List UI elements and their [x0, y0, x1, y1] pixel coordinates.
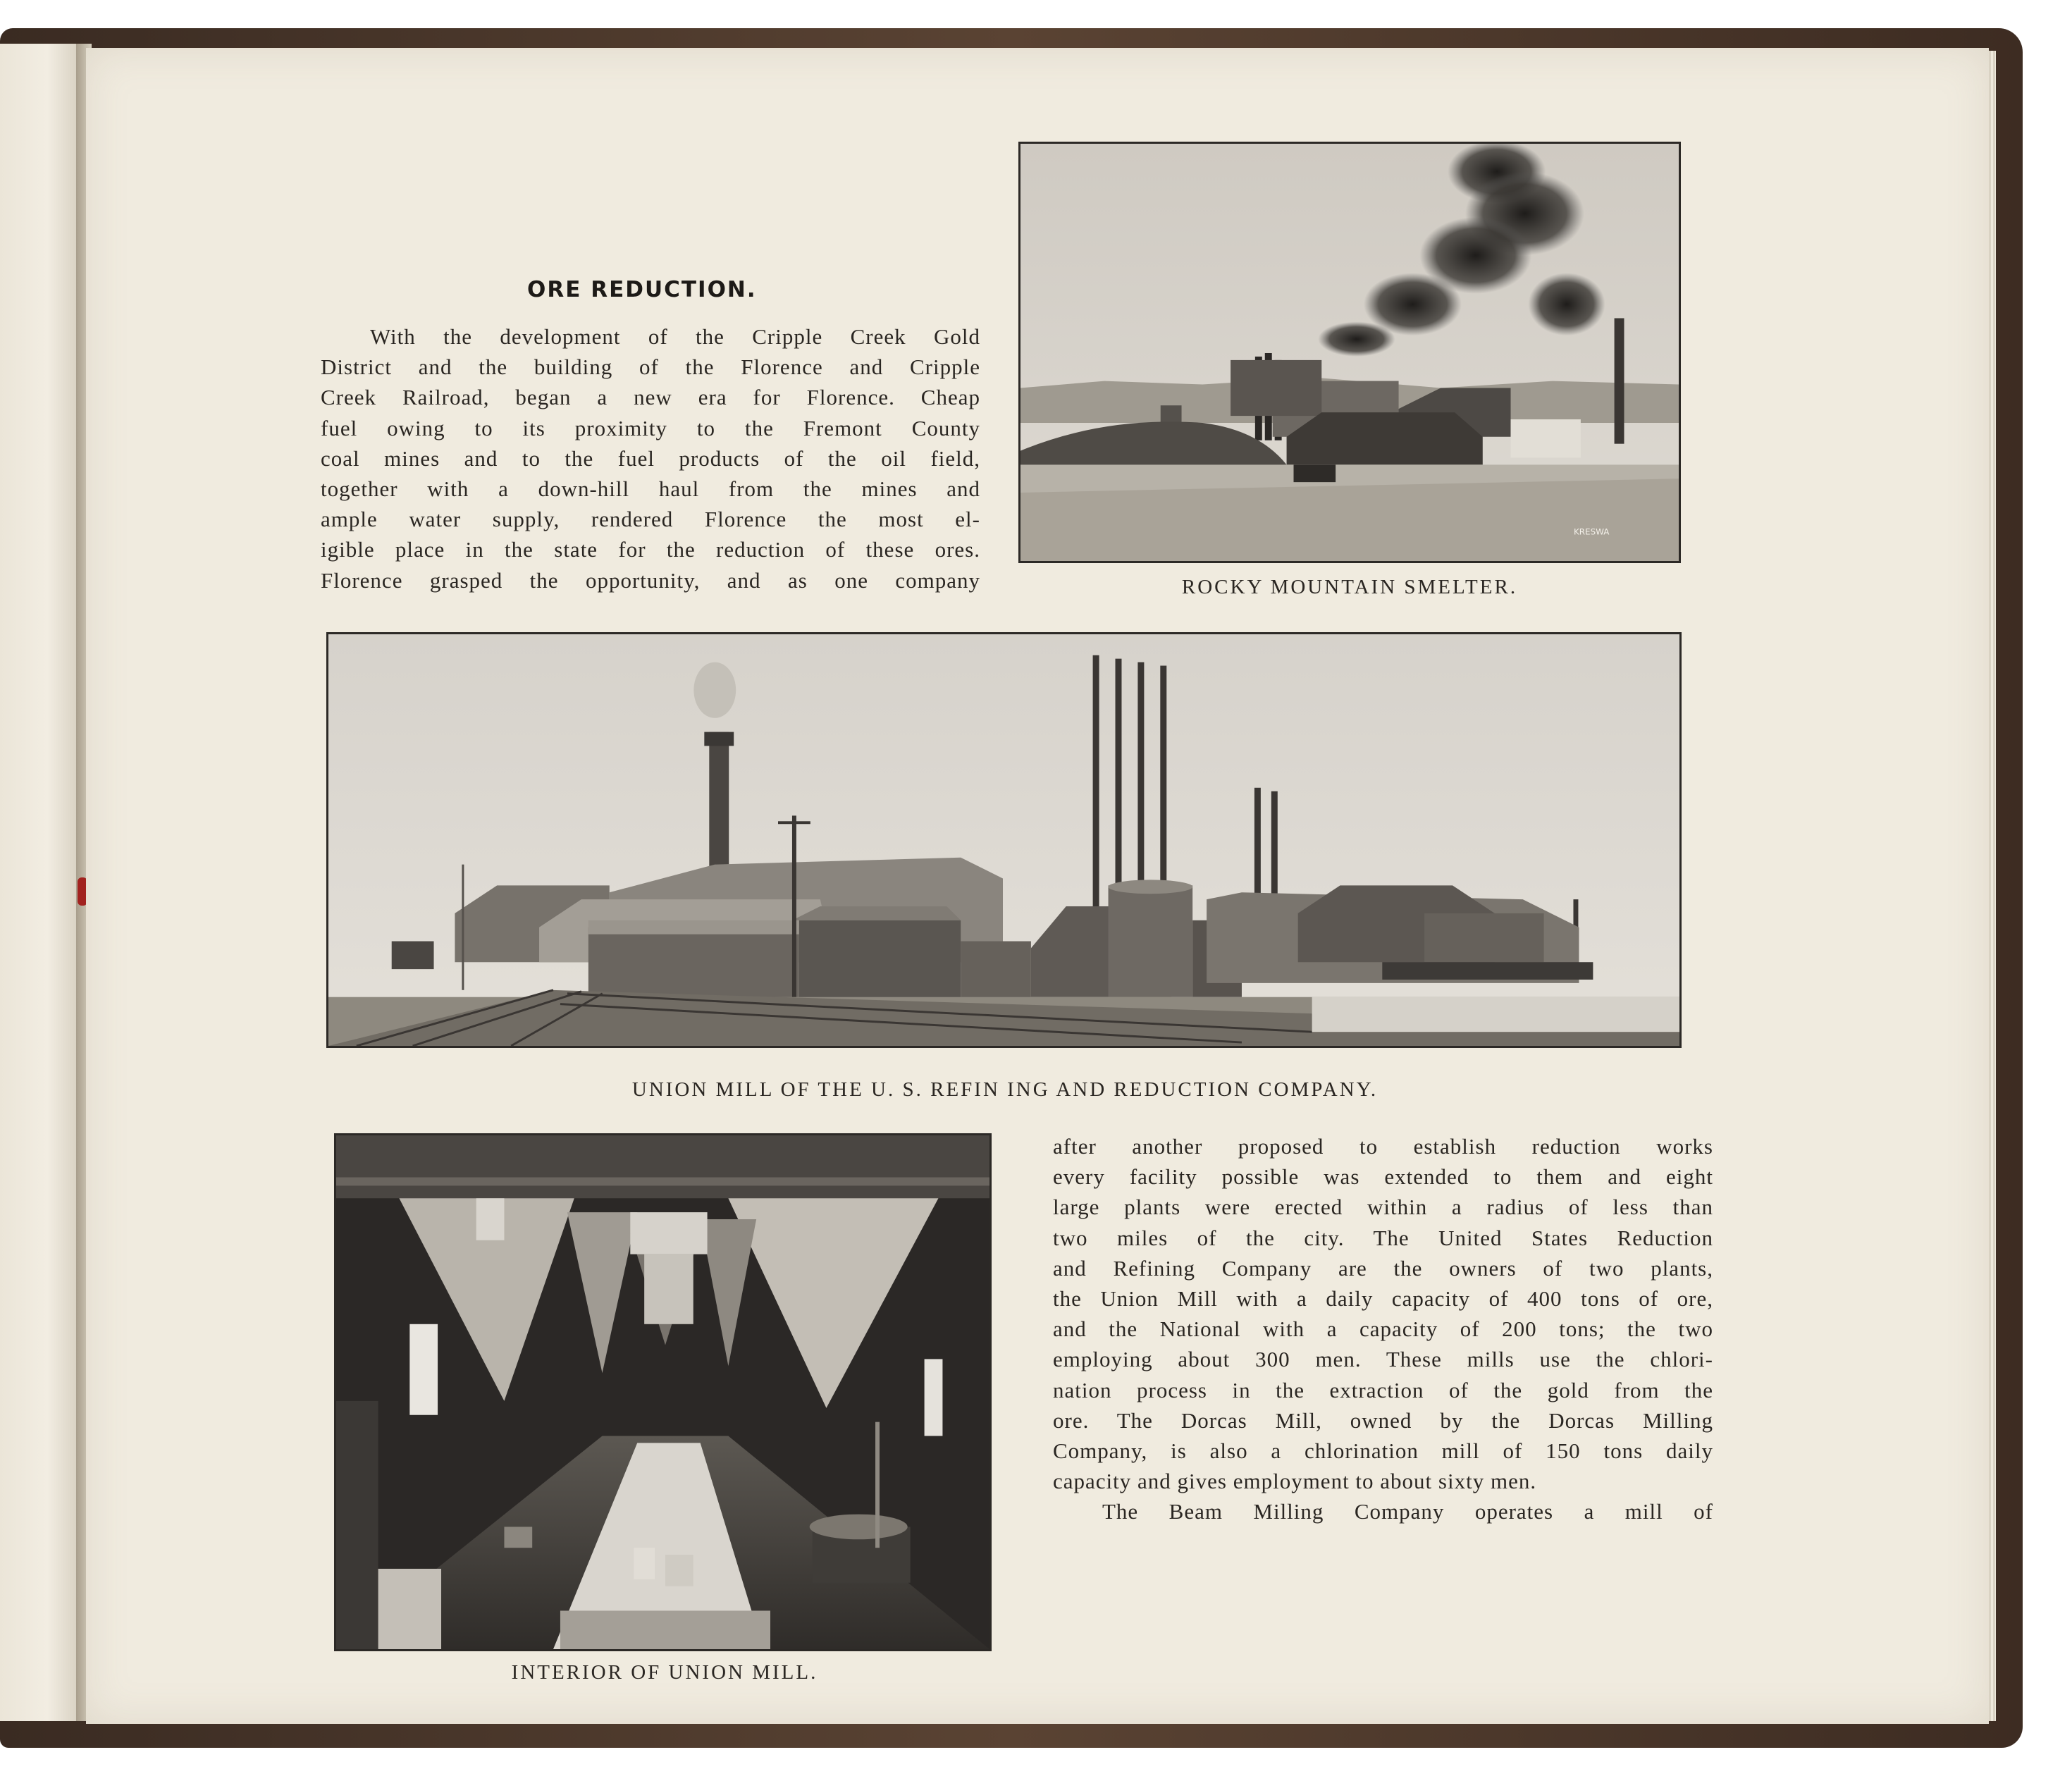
- text-line: Company, is also a chlorination mill of 150 tons daily: [1053, 1438, 1713, 1463]
- union-mill-caption: UNION MILL OF THE U. S. REFIN ING AND REDUCTION COMPANY.: [631, 1078, 1379, 1101]
- smelter-photo-image: [1020, 144, 1679, 561]
- text-line: fuel owing to its proximity to the Fremont County: [321, 415, 980, 440]
- text-line: and Refining Company are the owners of two plants,: [1053, 1255, 1713, 1281]
- interior-caption: INTERIOR OF UNION MILL.: [511, 1661, 818, 1684]
- text-line: With the development of the Cripple Creek Gold: [370, 324, 980, 349]
- text-line: coal mines and to the fuel products of the oil field,: [321, 445, 980, 471]
- text-line: igible place in the state for the reduction of these ores.: [321, 537, 980, 562]
- text-line: The Beam Milling Company operates a mill of: [1102, 1499, 1713, 1524]
- section-heading: ORE REDUCTION.: [527, 277, 757, 302]
- text-line: and the National with a capacity of 200 tons; the two: [1053, 1316, 1713, 1342]
- smelter-caption: ROCKY MOUNTAIN SMELTER.: [1181, 576, 1518, 598]
- text-line: two miles of the city. The United States Reduction: [1053, 1225, 1713, 1250]
- text-line: together with a down-hill haul from the mines and: [321, 476, 980, 501]
- text-line: ample water supply, rendered Florence the most el-: [321, 507, 980, 532]
- smelter-photo: [1018, 142, 1681, 563]
- text-line: large plants were erected within a radius of less than: [1053, 1195, 1713, 1220]
- union-mill-photo-image: [328, 634, 1679, 1046]
- text-line: District and the building of the Florence and Cripple: [321, 354, 980, 380]
- text-line: nation process in the extraction of the gold from the: [1053, 1377, 1713, 1402]
- left-page-edge: [0, 44, 81, 1721]
- text-column-1: [321, 321, 980, 596]
- interior-photo: [334, 1133, 992, 1651]
- text-line: capacity and gives employment to about sixty men.: [1053, 1469, 1537, 1494]
- text-column-2: [1053, 1131, 1713, 1527]
- photo-credit: KRESWA: [1573, 526, 1610, 537]
- text-line: after another proposed to establish reduction works: [1053, 1134, 1713, 1159]
- text-line: every facility possible was extended to them and eight: [1053, 1164, 1713, 1190]
- union-mill-photo: [326, 632, 1682, 1048]
- text-line: employing about 300 men. These mills use the chlori-: [1053, 1347, 1713, 1372]
- interior-photo-image: [336, 1135, 989, 1649]
- text-line: Creek Railroad, began a new era for Florence. Cheap: [321, 385, 980, 410]
- text-line: Florence grasped the opportunity, and as one company: [321, 567, 980, 593]
- text-line: ore. The Dorcas Mill, owned by the Dorcas Milling: [1053, 1407, 1713, 1433]
- text-line: the Union Mill with a daily capacity of 400 tons of ore,: [1053, 1285, 1713, 1311]
